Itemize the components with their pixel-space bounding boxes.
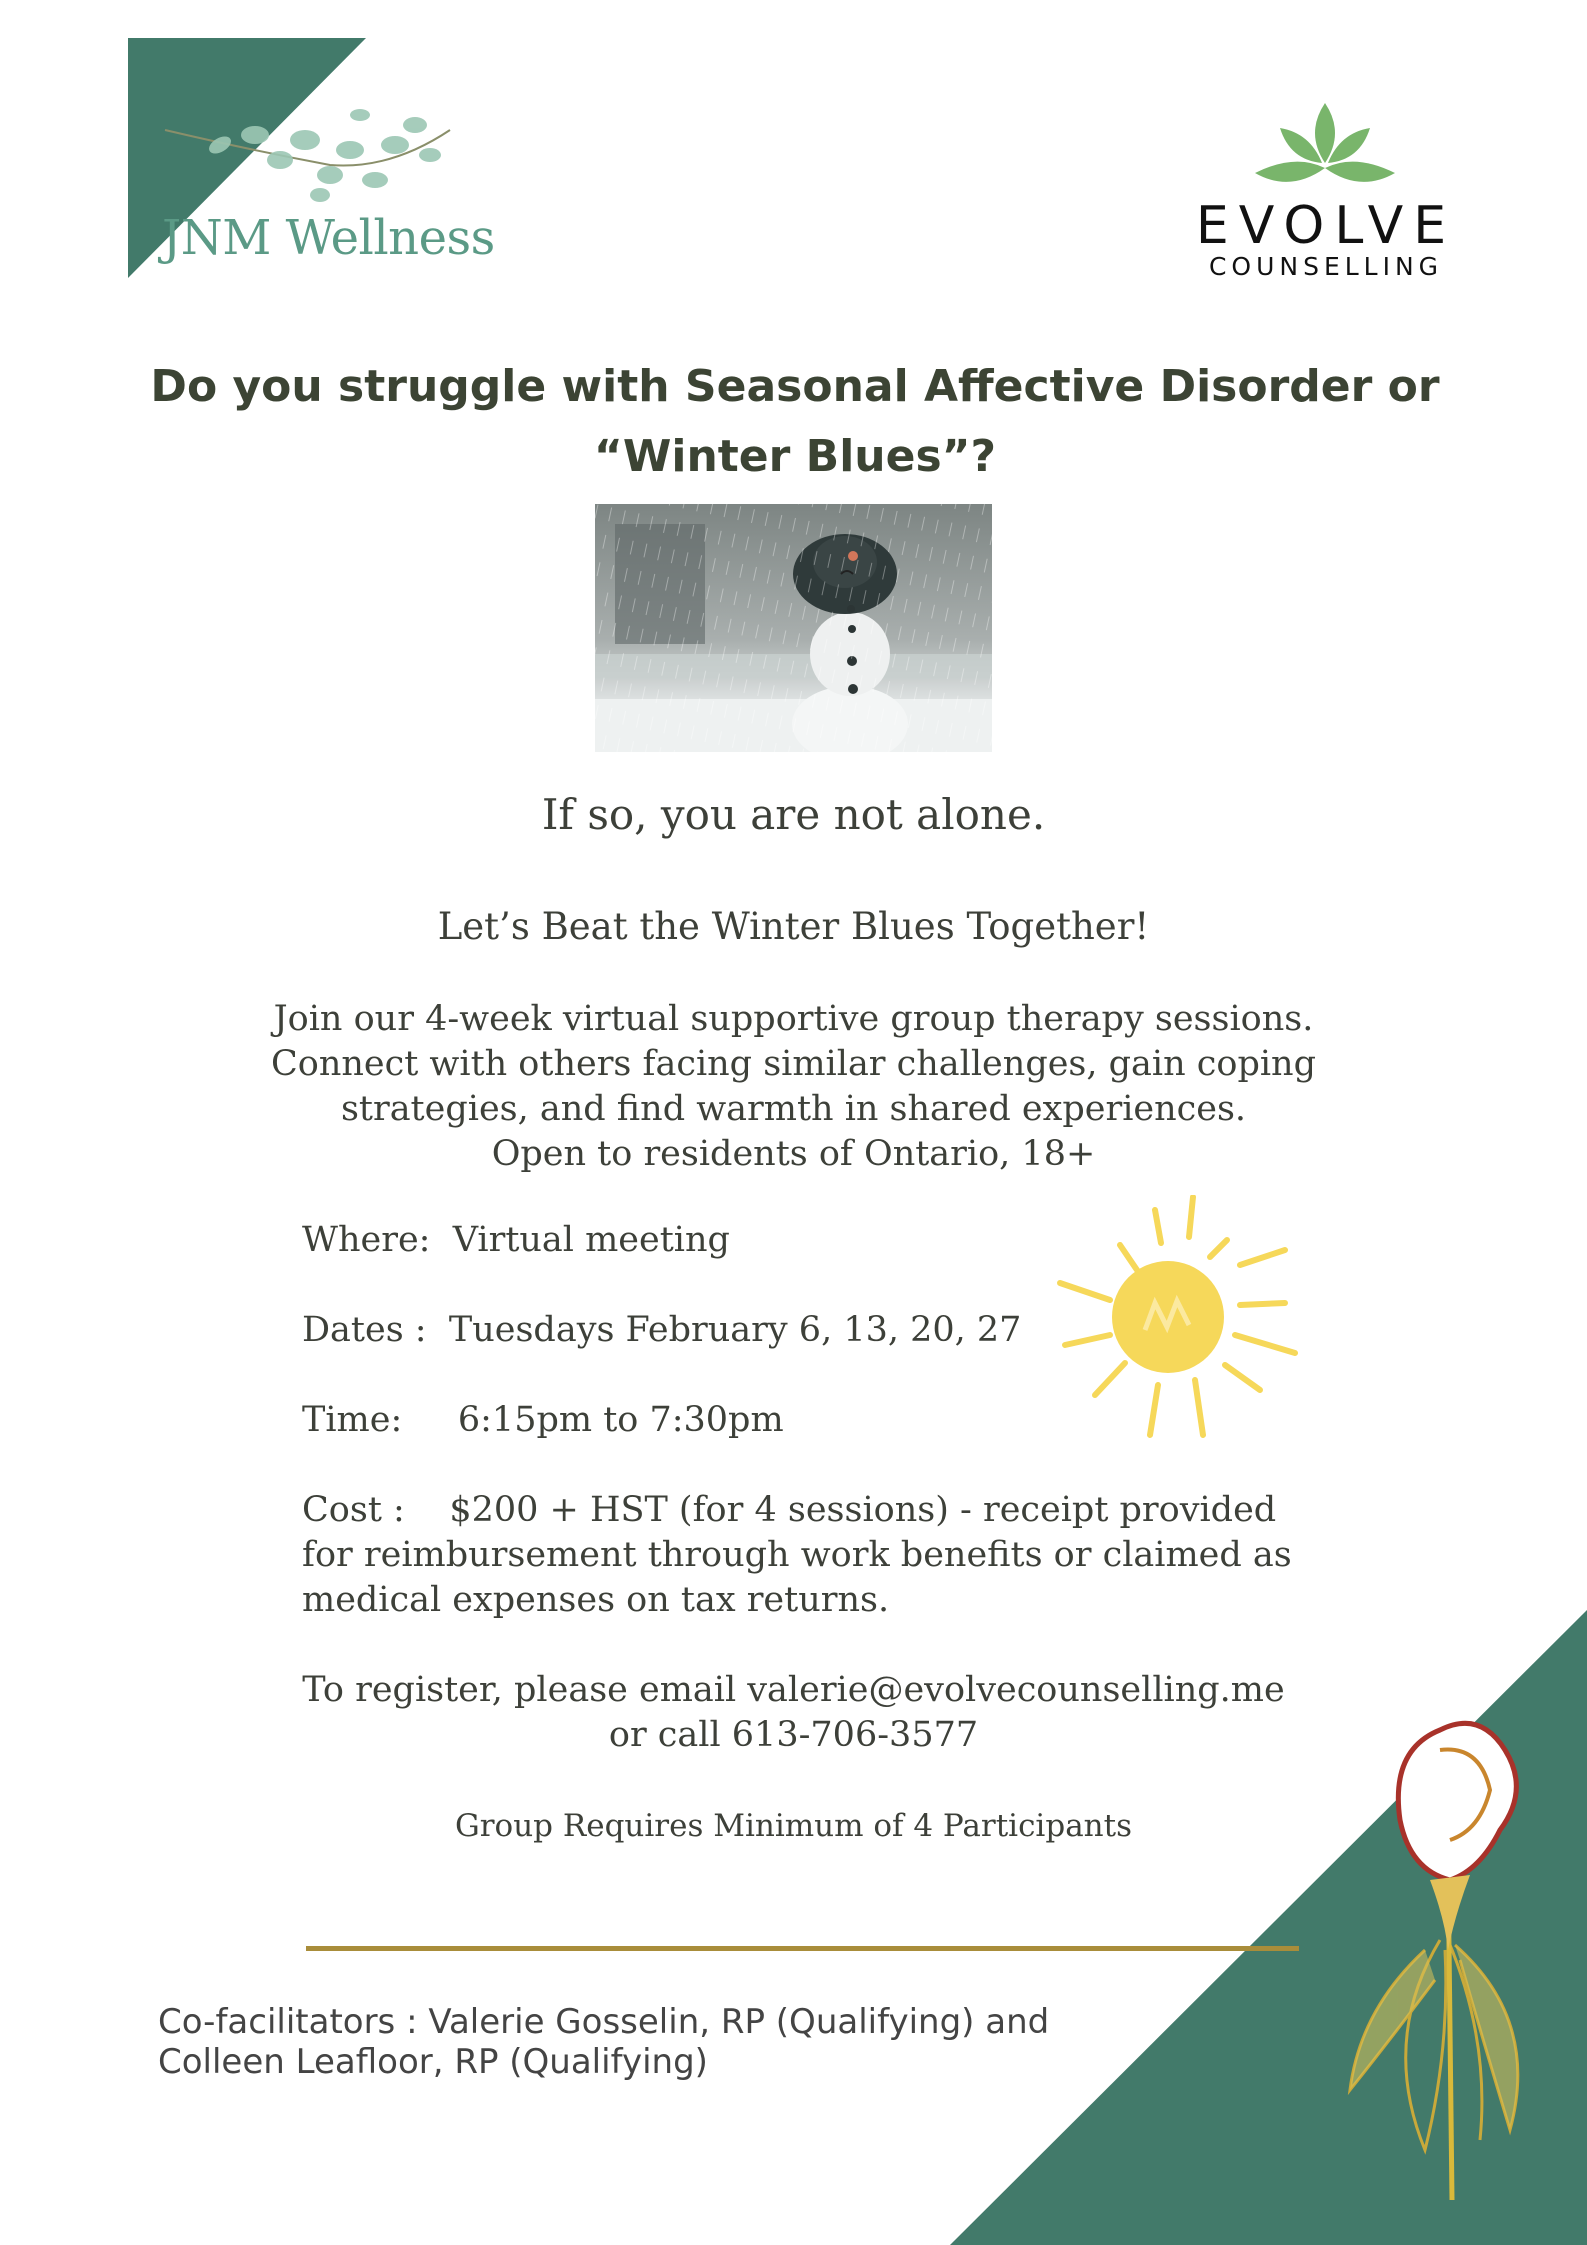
where-label: Where: [302, 1220, 431, 1260]
description [0, 997, 1587, 1177]
dates-row [302, 1308, 1021, 1353]
minimum-participants: Group Requires Minimum of 4 Participants [454, 1808, 1133, 1844]
tagline: If so, you are not alone. [541, 790, 1046, 839]
co-facilitators-line2: Colleen Leafloor, RP (Qualifying) [158, 2042, 708, 2082]
tulip-flower-icon [1330, 1710, 1560, 2210]
subtitle: Let’s Beat the Winter Blues Together! [437, 905, 1150, 948]
time-value: 6:15pm to 7:30pm [457, 1400, 784, 1440]
jnm-wellness-logo: JNM Wellness [162, 210, 495, 266]
headline-line1: Do you struggle with Seasonal Affective Disorder or [150, 361, 1440, 412]
co-facilitators-line1: Co-facilitators : Valerie Gosselin, RP (Qualifying) and [158, 2002, 1050, 2042]
dates-value: Tuesdays February 6, 13, 20, 27 [448, 1310, 1022, 1350]
description-line: strategies, and find warmth in shared experiences. [340, 1089, 1247, 1129]
register-phone-line[interactable]: or call 613-706-3577 [608, 1715, 979, 1755]
cost-row [302, 1488, 1302, 1623]
description-line: Join our 4-week virtual supportive group therapy sessions. [273, 999, 1314, 1039]
where-value: Virtual meeting [452, 1220, 730, 1260]
sun-icon [1055, 1195, 1305, 1445]
dates-label: Dates : [302, 1310, 427, 1350]
time-label: Time: [302, 1400, 403, 1440]
register-email-line[interactable]: To register, please email valerie@evolvecounselling.me [302, 1670, 1285, 1710]
description-line: Open to residents of Ontario, 18+ [491, 1134, 1096, 1174]
lotus-icon [1250, 98, 1400, 198]
headline [130, 352, 1460, 492]
evolve-logo-text: EVOLVE [1195, 196, 1457, 256]
sad-snowman-photo [595, 504, 992, 752]
time-row [302, 1398, 784, 1443]
headline-line2: “Winter Blues”? [593, 431, 997, 482]
co-facilitators [158, 2002, 1049, 2082]
cost-label: Cost : [302, 1490, 405, 1530]
where-row [302, 1218, 730, 1263]
cost-value: $200 + HST (for 4 sessions) - receipt provided for reimbursement through work benefits or claimed as medical expenses on tax returns. [302, 1490, 1292, 1620]
counselling-logo-text: COUNSELLING [1208, 252, 1444, 281]
gold-divider [306, 1946, 1299, 1951]
eucalyptus-branch-icon [160, 100, 460, 210]
description-line: Connect with others facing similar challenges, gain coping [270, 1044, 1316, 1084]
